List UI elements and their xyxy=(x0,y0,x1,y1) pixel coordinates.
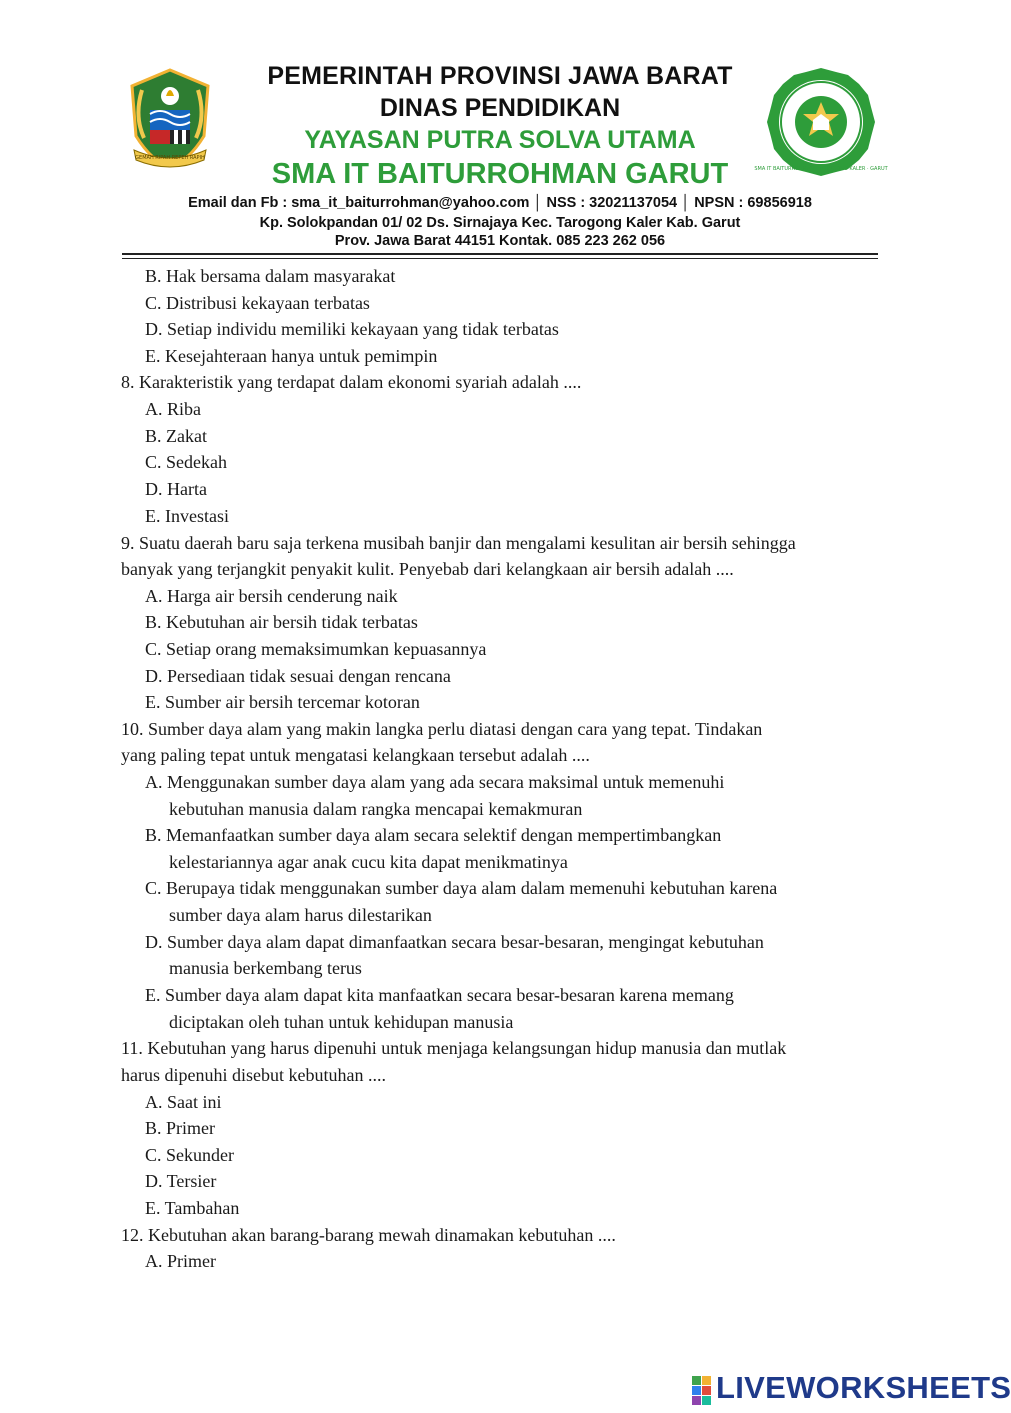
q8-option-c: C. Sedekah xyxy=(145,452,227,472)
q9-text-line2: banyak yang terjangkit penyakit kulit. Penyebab dari kelangkaan air bersih adalah .... xyxy=(121,559,734,579)
header-government: PEMERINTAH PROVINSI JAWA BARAT xyxy=(267,62,733,90)
logo-square-4 xyxy=(702,1386,711,1395)
header-province-contact: Prov. Jawa Barat 44151 Kontak. 085 223 262 056 xyxy=(334,233,666,249)
q9-option-a: A. Harga air bersih cenderung naik xyxy=(145,586,398,606)
q10-option-b-cont: kelestariannya agar anak cucu kita dapat menikmatinya xyxy=(169,852,568,872)
logo-square-5 xyxy=(692,1396,701,1405)
logo-square-2 xyxy=(702,1376,711,1385)
logo-square-1 xyxy=(692,1376,701,1385)
q10-option-c: C. Berupaya tidak menggunakan sumber daya alam dalam memenuhi kebutuhan karena xyxy=(145,878,778,898)
q11-option-a: A. Saat ini xyxy=(145,1092,222,1112)
q10-option-c-cont: sumber daya alam harus dilestarikan xyxy=(169,905,432,925)
q12-text: 12. Kebutuhan akan barang-barang mewah dinamakan kebutuhan .... xyxy=(121,1225,616,1245)
q9-text-line1: 9. Suatu daerah baru saja terkena musibah banjir dan mengalami kesulitan air bersih sehingga xyxy=(121,533,796,553)
school-seal-logo xyxy=(754,66,888,178)
header-divider-thick xyxy=(122,253,878,255)
logo-square-3 xyxy=(692,1386,701,1395)
liveworksheets-logo[interactable] xyxy=(692,1370,1011,1406)
q11-option-b: B. Primer xyxy=(145,1118,215,1138)
q11-text-line2: harus dipenuhi disebut kebutuhan .... xyxy=(121,1065,386,1085)
q7-option-e: E. Kesejahteraan hanya untuk pemimpin xyxy=(145,346,438,366)
q7-option-b: B. Hak bersama dalam masyarakat xyxy=(145,266,396,286)
q10-option-b: B. Memanfaatkan sumber daya alam secara selektif dengan mempertimbangkan xyxy=(145,825,722,845)
header-school-name: SMA IT BAITURROHMAN GARUT xyxy=(271,158,729,190)
q10-text-line1: 10. Sumber daya alam yang makin langka perlu diatasi dengan cara yang tepat. Tindakan xyxy=(121,719,763,739)
q11-option-c: C. Sekunder xyxy=(145,1145,234,1165)
right-logo-ring-text: SMA IT BAITURROHMAN · TAROGONG KALER · GARUT xyxy=(754,166,888,172)
logo-square-6 xyxy=(702,1396,711,1405)
q7-option-c: C. Distribusi kekayaan terbatas xyxy=(145,293,370,313)
q9-option-e: E. Sumber air bersih tercemar kotoran xyxy=(145,692,420,712)
q10-option-e-cont: diciptakan oleh tuhan untuk kehidupan manusia xyxy=(169,1012,514,1032)
q10-option-a-cont: kebutuhan manusia dalam rangka mencapai kemakmuran xyxy=(169,799,583,819)
q8-option-e: E. Investasi xyxy=(145,506,229,526)
q10-option-a: A. Menggunakan sumber daya alam yang ada secara maksimal untuk memenuhi xyxy=(145,772,725,792)
q12-option-a: A. Primer xyxy=(145,1251,216,1271)
q11-option-e: E. Tambahan xyxy=(145,1198,240,1218)
q8-option-d: D. Harta xyxy=(145,479,207,499)
q9-option-d: D. Persediaan tidak sesuai dengan rencana xyxy=(145,666,451,686)
header-address: Kp. Solokpandan 01/ 02 Ds. Sirnajaya Kec. Tarogong Kaler Kab. Garut xyxy=(259,215,741,231)
q10-text-line2: yang paling tepat untuk mengatasi kelangkaan tersebut adalah .... xyxy=(121,745,590,765)
header-foundation: YAYASAN PUTRA SOLVA UTAMA xyxy=(304,126,696,154)
header-department: DINAS PENDIDIKAN xyxy=(379,94,621,122)
q8-option-b: B. Zakat xyxy=(145,426,207,446)
q7-option-d: D. Setiap individu memiliki kekayaan yang tidak terbatas xyxy=(145,319,559,339)
letterhead xyxy=(0,0,1000,262)
west-java-emblem-logo xyxy=(128,66,212,170)
q8-option-a: A. Riba xyxy=(145,399,201,419)
q10-option-d: D. Sumber daya alam dapat dimanfaatkan secara besar-besaran, mengingat kebutuhan xyxy=(145,932,764,952)
q10-option-d-cont: manusia berkembang terus xyxy=(169,958,362,978)
q9-option-b: B. Kebutuhan air bersih tidak terbatas xyxy=(145,612,418,632)
header-contact-email: Email dan Fb : sma_it_baiturrohman@yahoo.com │ NSS : 32021137054 │ NPSN : 69856918 xyxy=(188,195,812,211)
q9-option-c: C. Setiap orang memaksimumkan kepuasannya xyxy=(145,639,487,659)
q11-option-d: D. Tersier xyxy=(145,1171,217,1191)
liveworksheets-wordmark: LIVEWORKSHEETS xyxy=(716,1370,1011,1405)
q11-text-line1: 11. Kebutuhan yang harus dipenuhi untuk menjaga kelangsungan hidup manusia dan mutlak xyxy=(121,1038,787,1058)
header-divider-thin xyxy=(122,258,878,259)
q10-option-e: E. Sumber daya alam dapat kita manfaatkan secara besar-besaran karena memang xyxy=(145,985,734,1005)
left-logo-motto: GEMAH RIPAH REPEH RAPIH xyxy=(135,155,205,161)
q8-text: 8. Karakteristik yang terdapat dalam ekonomi syariah adalah .... xyxy=(121,372,582,392)
